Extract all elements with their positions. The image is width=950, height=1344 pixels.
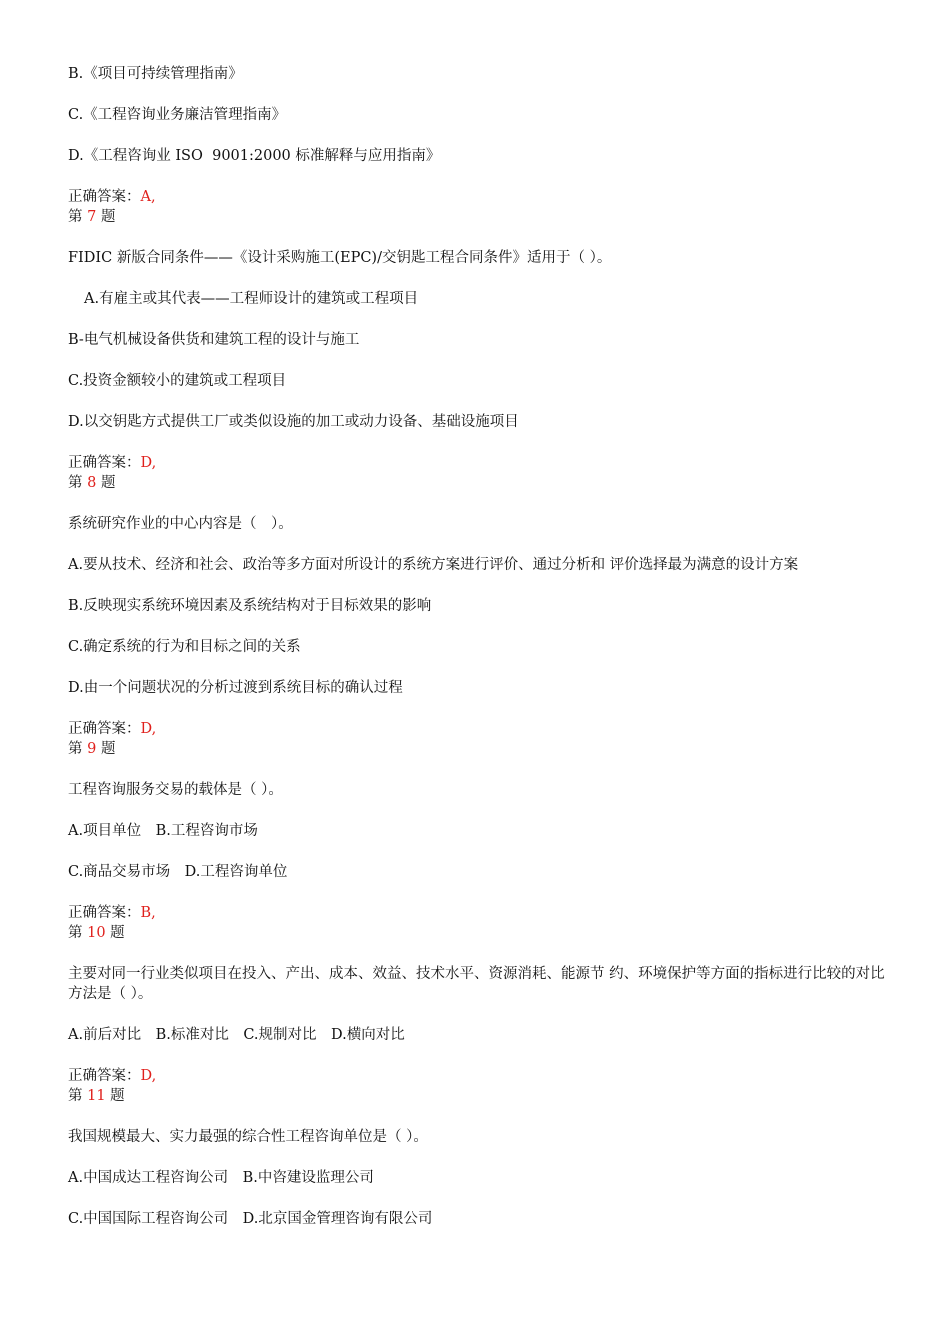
question-number: 8	[87, 475, 97, 491]
answer-value: B,	[140, 905, 156, 921]
q7-option-c: C.投资金额较小的建筑或工程项目	[68, 373, 287, 389]
q7-option-d: D.以交钥匙方式提供工厂或类似设施的加工或动力设备、基础设施项目	[68, 414, 519, 430]
question-number-prefix: 第	[68, 925, 88, 941]
q6-option-c: C.《工程咨询业务廉洁管理指南》	[68, 107, 287, 123]
q7-option-a: A.有雇主或其代表——工程师设计的建筑或工程项目	[84, 291, 419, 307]
question-number: 11	[87, 1088, 106, 1104]
q6-option-d: D.《工程咨询业 ISO 9001:2000 标准解释与应用指南》	[68, 148, 441, 164]
question-number: 10	[87, 925, 106, 941]
question-number-suffix: 题	[96, 475, 116, 491]
question-number: 9	[87, 741, 97, 757]
question-number-suffix: 题	[96, 741, 116, 757]
q9-options-cd: C.商品交易市场 D.工程咨询单位	[68, 864, 288, 880]
q8-option-d: D.由一个问题状况的分析过渡到系统目标的确认过程	[68, 680, 403, 696]
exam-page	[68, 64, 888, 1229]
q10-options: A.前后对比 B.标准对比 C.规制对比 D.横向对比	[68, 1027, 405, 1043]
q8-number	[68, 473, 888, 493]
q6-option-b: B.《项目可持续管理指南》	[68, 66, 243, 82]
question-number-prefix: 第	[68, 741, 88, 757]
answer-label: 正确答案：	[68, 455, 141, 471]
q9-number	[68, 739, 888, 759]
question-number-prefix: 第	[68, 1088, 88, 1104]
question-number-suffix: 题	[105, 925, 125, 941]
answer-value: D,	[140, 1068, 157, 1084]
q11-options-cd: C.中国国际工程咨询公司 D.北京国金管理咨询有限公司	[68, 1211, 433, 1227]
question-number-prefix: 第	[68, 475, 88, 491]
question-number-suffix: 题	[105, 1088, 125, 1104]
q11-number	[68, 1086, 888, 1106]
q8-answer	[68, 719, 888, 739]
q7-answer	[68, 453, 888, 473]
q9-answer	[68, 903, 888, 923]
q8-option-b: B.反映现实系统环境因素及系统结构对于目标效果的影响	[68, 598, 432, 614]
question-number-prefix: 第	[68, 209, 88, 225]
answer-value: D,	[140, 455, 157, 471]
answer-label: 正确答案：	[68, 905, 141, 921]
q8-option-a: A.要从技术、经济和社会、政治等多方面对所设计的系统方案进行评价、通过分析和 评价选择最为满意的设计方案	[68, 557, 799, 573]
q6-answer	[68, 187, 888, 207]
q7-stem: FIDIC 新版合同条件——《设计采购施工(EPC)/交钥匙工程合同条件》适用于（ ）。	[68, 250, 612, 266]
q7-number	[68, 207, 888, 227]
q9-options-ab: A.项目单位 B.工程咨询市场	[68, 823, 258, 839]
question-number: 7	[87, 209, 97, 225]
answer-value: A,	[140, 189, 156, 205]
q8-option-c: C.确定系统的行为和目标之间的关系	[68, 639, 301, 655]
q9-stem: 工程咨询服务交易的载体是（ ）。	[68, 782, 283, 798]
answer-value: D,	[140, 721, 157, 737]
q8-stem: 系统研究作业的中心内容是（ ）。	[68, 516, 293, 532]
q10-stem: 主要对同一行业类似项目在投入、产出、成本、效益、技术水平、资源消耗、能源节 约、环境保护等方面的指标进行比较的对比方法是（ ）。	[68, 966, 885, 1002]
q11-stem: 我国规模最大、实力最强的综合性工程咨询单位是（ ）。	[68, 1129, 428, 1145]
q10-answer	[68, 1066, 888, 1086]
q10-number	[68, 923, 888, 943]
q11-options-ab: A.中国成达工程咨询公司 B.中咨建设监理公司	[68, 1170, 374, 1186]
answer-label: 正确答案：	[68, 1068, 141, 1084]
answer-label: 正确答案：	[68, 189, 141, 205]
q7-option-b: B-电气机械设备供货和建筑工程的设计与施工	[68, 332, 360, 348]
answer-label: 正确答案：	[68, 721, 141, 737]
question-number-suffix: 题	[96, 209, 116, 225]
